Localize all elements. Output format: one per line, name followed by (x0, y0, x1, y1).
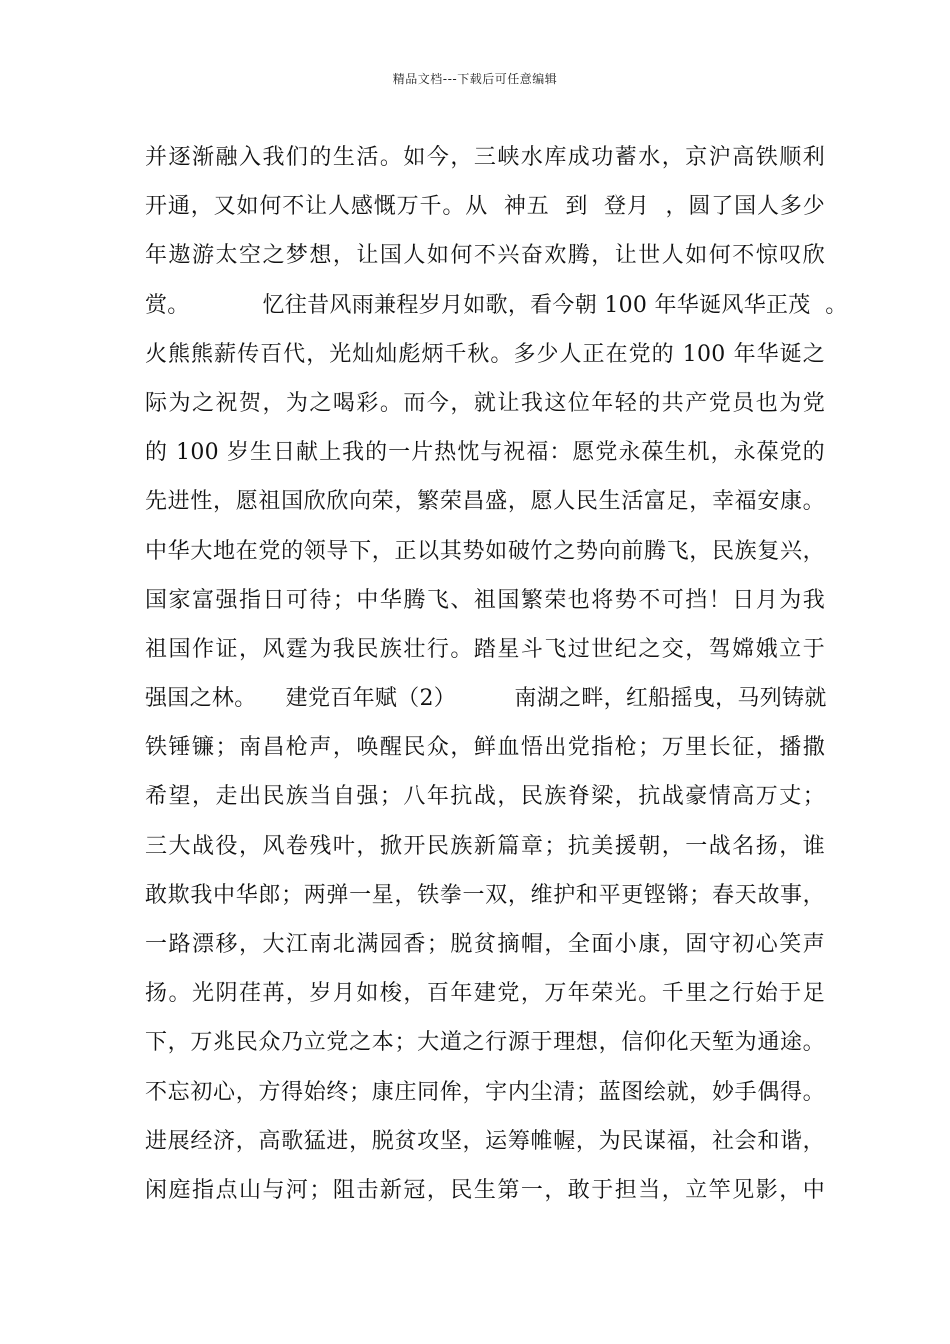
text-line: 铁锤镰；南昌枪声，唤醒民众，鲜血悟出党指枪；万里长征，播撒 (145, 735, 825, 761)
text-line: 际为之祝贺，为之喝彩。而今，就让我这位年轻的共产党员也为党 (145, 390, 825, 416)
text-line: 强国之林。 建党百年赋（2） 南湖之畔，红船摇曳，马列铸就 (145, 686, 827, 712)
text-line: 并逐渐融入我们的生活。如今，三峡水库成功蓄水，京沪高铁顺利 (145, 145, 825, 170)
text-line: 国家富强指日可待；中华腾飞、祖国繁荣也将势不可挡！日月为我 (145, 587, 825, 613)
document-body (145, 133, 848, 1215)
text-line: 希望，走出民族当自强；八年抗战，民族脊梁，抗战豪情高万丈； (145, 784, 825, 810)
text-line: 扬。光阴荏苒，岁月如梭，百年建党，万年荣光。千里之行始于足 (145, 981, 825, 1007)
text-line: 下，万兆民众乃立党之本；大道之行源于理想，信仰化天堑为通途。 (145, 1030, 825, 1056)
text-line: 开通，又如何不让人感慨万千。从 神五 到 登月 ，圆了国人多少 (145, 194, 825, 220)
text-line: 赏。 忆往昔风雨兼程岁月如歌，看今朝 100 年华诞风华正茂 。 (145, 292, 848, 318)
text-line: 不忘初心，方得始终；康庄同侔，宇内尘清；蓝图绘就，妙手偶得。 (145, 1079, 825, 1105)
text-line: 先进性，愿祖国欣欣向荣，繁荣昌盛，愿人民生活富足，幸福安康。 (145, 489, 825, 515)
text-line: 进展经济，高歌猛进，脱贫攻坚，运筹帷幄，为民谋福，社会和谐， (145, 1128, 825, 1154)
text-line: 火熊熊薪传百代，光灿灿彪炳千秋。多少人正在党的 100 年华诞之 (145, 341, 825, 367)
text-line: 祖国作证，风霆为我民族壮行。踏星斗飞过世纪之交，驾嫦娥立于 (145, 636, 825, 662)
text-line: 的 100 岁生日献上我的一片热忱与祝福：愿党永葆生机，永葆党的 (145, 440, 825, 466)
text-line: 敢欺我中华郎；两弹一星，铁拳一双，维护和平更铿锵；春天故事， (145, 882, 825, 908)
text-line: 年遨游太空之梦想，让国人如何不兴奋欢腾，让世人如何不惊叹欣 (145, 243, 825, 269)
text-line: 一路漂移，大江南北满园香；脱贫摘帽，全面小康，固守初心笑声 (145, 932, 825, 957)
page-header: 精品文档---下载后可任意编辑 (392, 72, 558, 86)
text-line: 闲庭指点山与河；阻击新冠，民生第一，敢于担当，立竿见影，中 (145, 1177, 825, 1203)
text-line: 中华大地在党的领导下，正以其势如破竹之势向前腾飞，民族复兴， (145, 538, 825, 564)
text-line: 三大战役，风卷残叶，掀开民族新篇章；抗美援朝，一战名扬，谁 (145, 833, 825, 859)
